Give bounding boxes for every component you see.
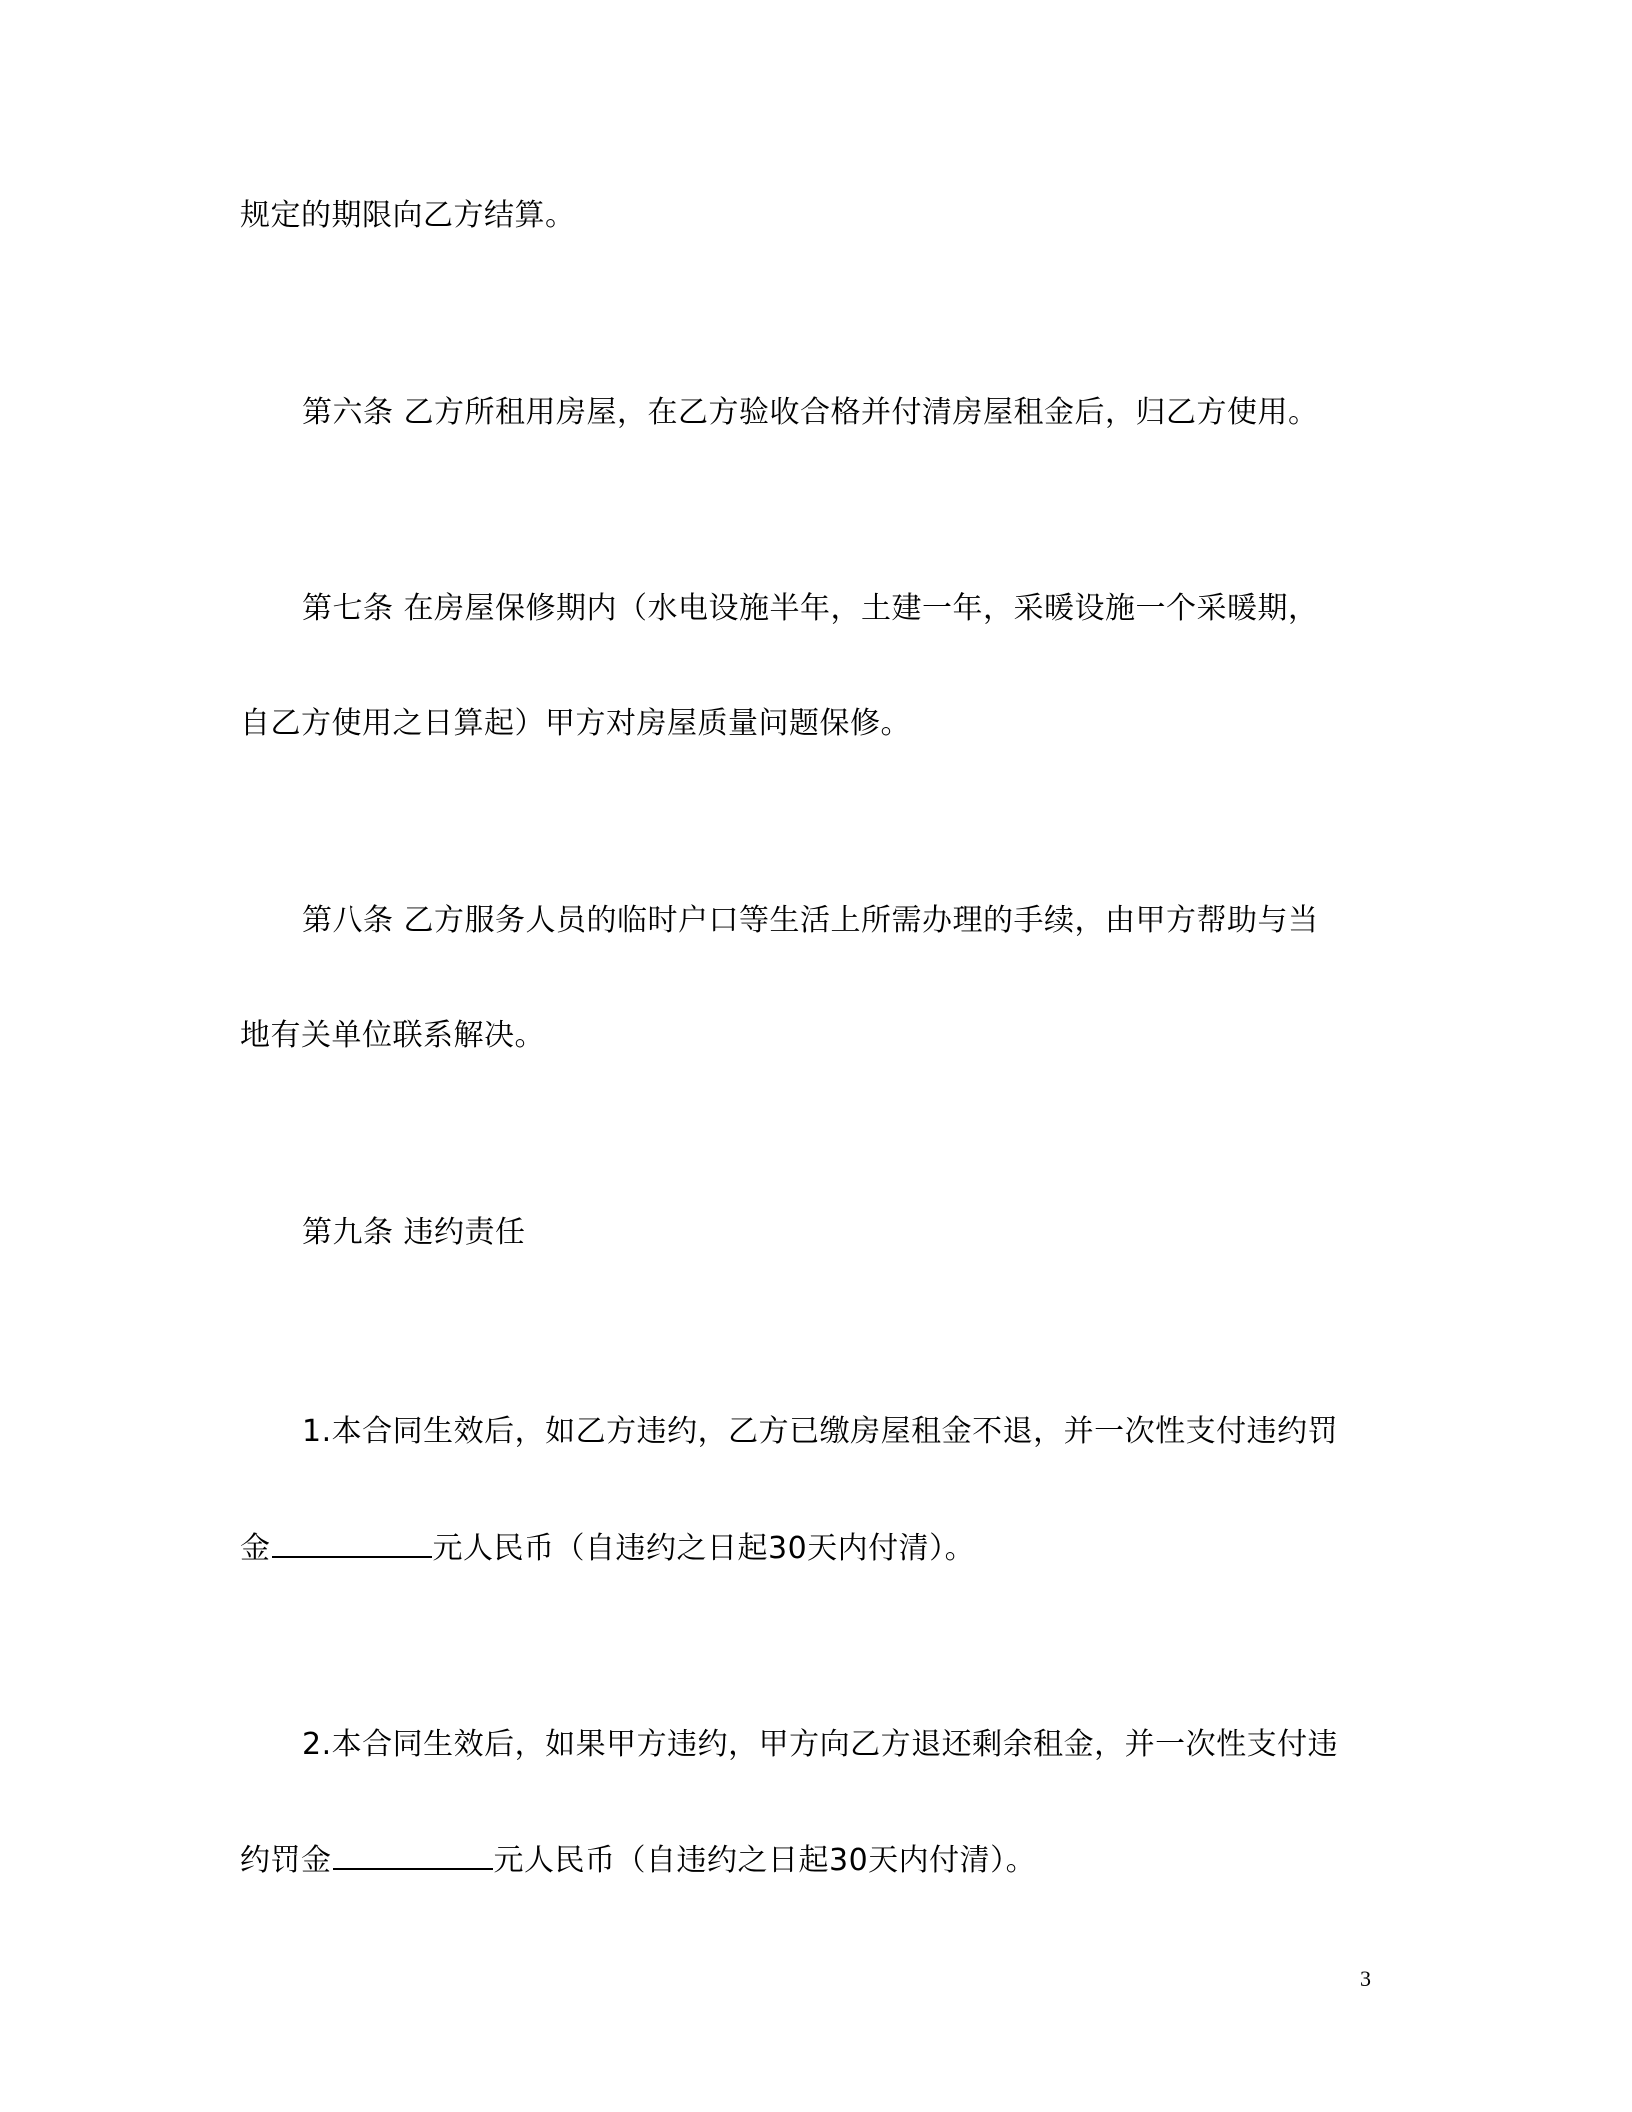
text-before-blank: 金 [240,1531,271,1566]
penalty-item-1-line-2 [240,1528,975,1569]
penalty-item-1-line-1: 1.本合同生效后，如乙方违约，乙方已缴房屋租金不退，并一次性支付违约罚 [302,1414,1339,1449]
clause-6: 第六条 乙方所租用房屋，在乙方验收合格并付清房屋租金后，归乙方使用。 [302,395,1319,430]
penalty-item-2-line-1: 2.本合同生效后，如果甲方违约，甲方向乙方退还剩余租金，并一次性支付违 [302,1727,1339,1762]
page-number: 3 [1360,1966,1371,1991]
text-line: 规定的期限向乙方结算。 [240,198,576,233]
text-after-blank: 元人民币（自违约之日起30天内付清）。 [432,1531,976,1566]
amount-blank [272,1528,432,1558]
clause-8-line-1: 第八条 乙方服务人员的临时户口等生活上所需办理的手续，由甲方帮助与当 [302,903,1319,938]
clause-7-line-2: 自乙方使用之日算起）甲方对房屋质量问题保修。 [240,706,911,741]
penalty-item-2-line-2 [240,1840,1036,1881]
amount-blank [333,1840,493,1870]
clause-9-heading: 第九条 违约责任 [302,1215,526,1250]
clause-7-line-1: 第七条 在房屋保修期内（水电设施半年，土建一年，采暖设施一个采暖期， [302,591,1319,626]
text-after-blank: 元人民币（自违约之日起30天内付清）。 [493,1843,1037,1878]
text-before-blank: 约罚金 [240,1843,332,1878]
clause-8-line-2: 地有关单位联系解决。 [240,1018,545,1053]
